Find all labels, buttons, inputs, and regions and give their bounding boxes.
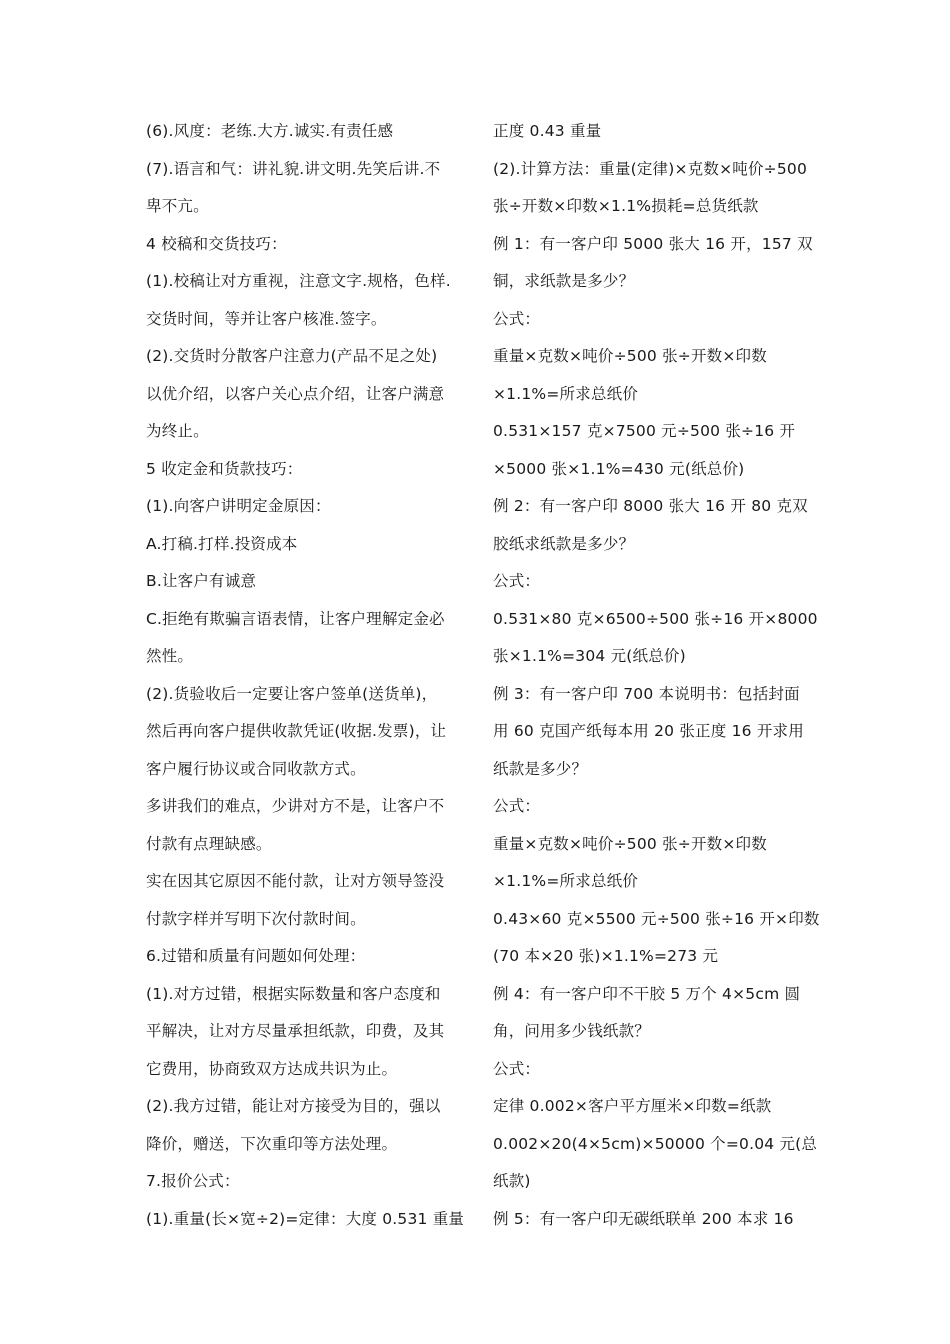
text-line: 6.过错和质量有问题如何处理： [146,947,366,965]
text-line: 交货时间，等并让客户核准.签字。 [146,309,387,328]
text-line: 平解决，让对方尽量承担纸款，印费，及其 [146,1022,445,1040]
text-line: 张×1.1%=304 元(纸总价) [493,647,686,665]
text-line: 5 收定金和货款技巧： [146,459,303,478]
text-line: A.打稿.打样.投资成本 [146,534,298,553]
text-line: (1).向客户讲明定金原因： [146,497,331,515]
text-line: 定律 0.002×客户平方厘米×印数=纸款 [493,1097,772,1115]
text-line: 公式： [493,1059,541,1078]
text-line: (2).交货时分散客户注意力(产品不足之处) [146,347,438,365]
text-line: 付款有点理缺感。 [146,834,272,853]
text-line: 纸款是多少？ [493,759,588,778]
text-line: (1).重量(长×宽÷2)=定律：大度 0.531 重量 [146,1209,465,1228]
text-line: 客户履行协议或合同收款方式。 [146,759,366,778]
text-line: (6).风度：老练.大方.诚实.有责任感 [146,122,394,140]
text-line: 0.43×60 克×5500 元÷500 张÷16 开×印数 [493,909,820,928]
text-line: 0.531×80 克×6500÷500 张÷16 开×8000 [493,609,818,628]
text-line: (70 本×20 张)×1.1%=273 元 [493,947,719,965]
text-line: 实在因其它原因不能付款，让对方领导签没 [146,872,445,890]
text-line: 例 4：有一客户印不干胶 5 万个 4×5cm 圆 [493,984,801,1003]
text-line: 为终止。 [146,422,209,440]
text-line: 付款字样并写明下次付款时间。 [146,909,366,928]
text-line: 正度 0.43 重量 [493,122,602,140]
text-line: 0.002×20(4×5cm)×50000 个=0.04 元(总 [493,1134,818,1153]
text-line: (1).对方过错，根据实际数量和客户态度和 [146,984,441,1003]
text-line: 重量×克数×吨价÷500 张÷开数×印数 [493,347,767,365]
text-line: 公式： [493,572,541,590]
text-line: 它费用，协商致双方达成共识为止。 [146,1059,398,1078]
text-line: (2).计算方法：重量(定律)×克数×吨价÷500 [493,159,808,178]
text-line: 多讲我们的难点，少讲对方不是，让客户不 [146,797,445,815]
text-line: (1).校稿让对方重视，注意文字.规格，色样. [146,272,451,290]
text-line: (2).货验收后一定要让客户签单(送货单)， [146,684,438,703]
text-line: ×1.1%=所求总纸价 [493,384,639,403]
text-line: B.让客户有诚意 [146,572,257,590]
text-line: 铜，求纸款是多少？ [493,272,635,290]
text-line: C.拒绝有欺骗言语表情，让客户理解定金必 [146,609,445,628]
text-line: 角，问用多少钱纸款？ [493,1022,651,1040]
text-line: 例 3：有一客户印 700 本说明书：包括封面 [493,684,800,703]
text-line: 公式： [493,309,541,328]
text-line: 纸款) [493,1172,531,1190]
text-line: 4 校稿和交货技巧： [146,234,287,253]
text-line: 例 2：有一客户印 8000 张大 16 开 80 克双 [493,497,808,515]
text-line: 张÷开数×印数×1.1%损耗=总货纸款 [493,197,759,215]
text-line: 公式： [493,797,541,815]
text-line: (2).我方过错，能让对方接受为目的，强以 [146,1097,441,1115]
text-line: ×1.1%=所求总纸价 [493,872,639,890]
text-line: (7).语言和气：讲礼貌.讲文明.先笑后讲.不 [146,159,441,178]
text-line: 胶纸求纸款是多少？ [493,534,635,553]
text-line: 然性。 [146,647,194,665]
left-text-column [146,113,464,1238]
text-line: 例 5：有一客户印无碳纸联单 200 本求 16 [493,1209,794,1228]
text-line: 然后再向客户提供收款凭证(收据.发票)，让 [146,722,447,740]
text-line: 用 60 克国产纸每本用 20 张正度 16 开求用 [493,722,804,740]
text-line: 0.531×157 克×7500 元÷500 张÷16 开 [493,422,796,440]
text-line: 降价，赠送，下次重印等方法处理。 [146,1134,398,1153]
text-line: ×5000 张×1.1%=430 元(纸总价) [493,459,745,478]
text-line: 卑不亢。 [146,197,209,215]
text-line: 例 1：有一客户印 5000 张大 16 开，157 双 [493,234,813,253]
text-line: 以优介绍，以客户关心点介绍，让客户满意 [146,384,445,403]
text-line: 重量×克数×吨价÷500 张÷开数×印数 [493,834,767,853]
right-text-column [493,113,820,1238]
text-line: 7.报价公式： [146,1172,240,1190]
